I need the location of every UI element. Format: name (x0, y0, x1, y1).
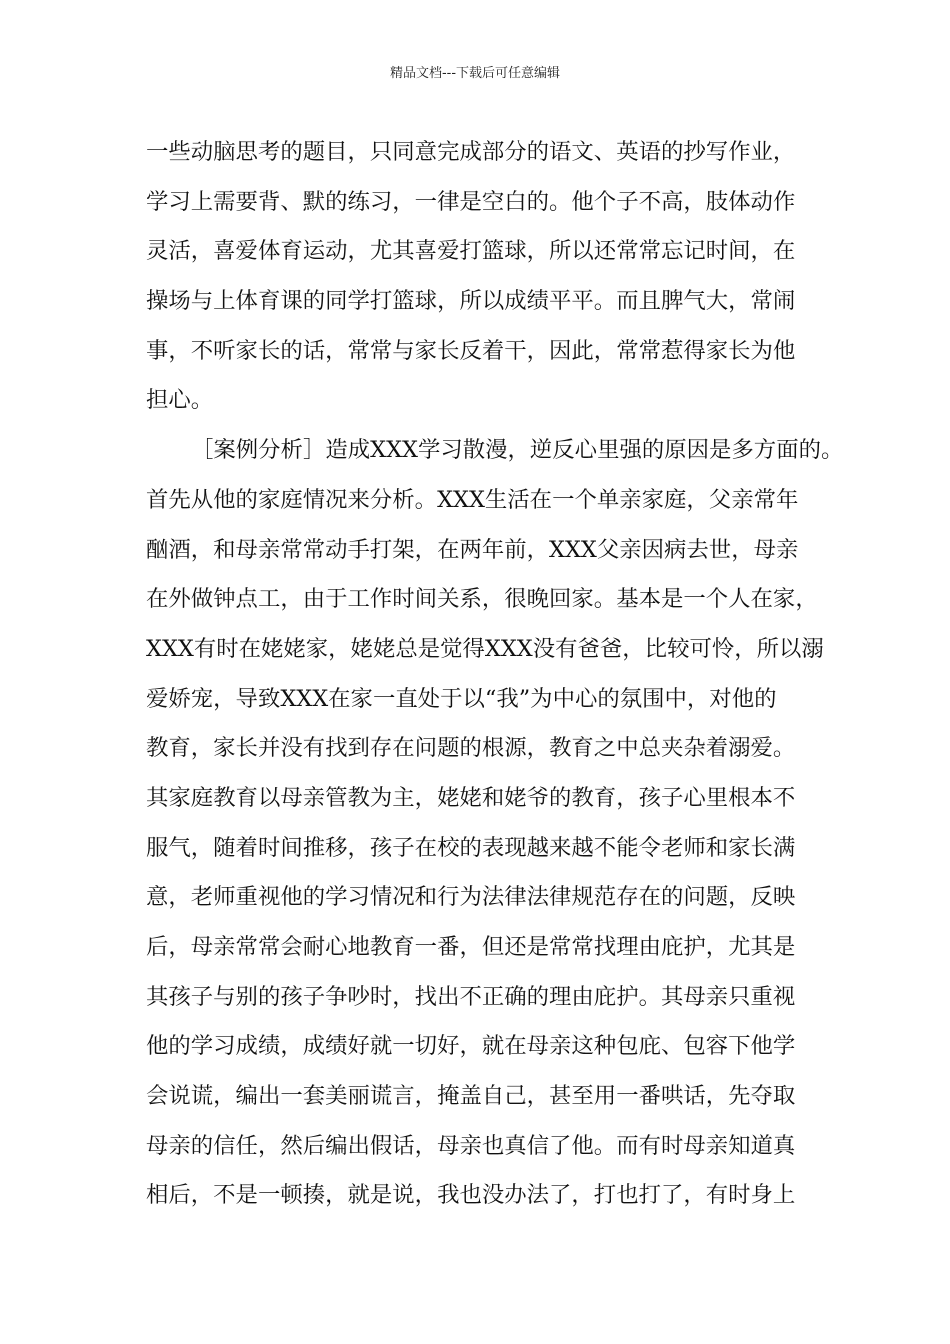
text-line: 其家庭教育以母亲管教为主，姥姥和姥爷的教育，孩子心里根本不 (146, 784, 796, 811)
text-line: 教育，家长并没有找到存在问题的根源，教育之中总夹杂着溺爱。 (146, 735, 796, 762)
text-line: 担心。 (146, 387, 214, 414)
text-line: 相后，不是一顿揍，就是说，我也没办法了，打也打了，有时身上 (146, 1182, 796, 1209)
text-line: 其孩子与别的孩子争吵时，找出不正确的理由庇护。其母亲只重视 (146, 983, 796, 1010)
text-line: 酗酒，和母亲常常动手打架，在两年前，XXX父亲因病去世，母亲 (146, 536, 799, 563)
text-line: 意，老师重视他的学习情况和行为法律法律规范存在的问题，反映 (146, 884, 796, 911)
text-line: 在外做钟点工，由于工作时间关系，很晚回家。基本是一个人在家， (146, 586, 818, 613)
text-line: 灵活，喜爱体育运动，尤其喜爱打篮球，所以还常常忘记时间，在 (146, 238, 796, 265)
document-body (146, 128, 844, 1221)
text-line: 操场与上体育课的同学打篮球，所以成绩平平。而且脾气大，常闹 (146, 288, 796, 315)
text-line: 后，母亲常常会耐心地教育一番，但还是常常找理由庇护，尤其是 (146, 934, 796, 960)
text-line: 他的学习成绩，成绩好就一切好，就在母亲这种包庇、包容下他学 (146, 1033, 796, 1060)
text-line: 学习上需要背、默的练习，一律是空白的。他个子不高，肢体动作 (146, 188, 796, 215)
text-line: 会说谎，编出一套美丽谎言，掩盖自己，甚至用一番哄话，先夺取 (146, 1083, 796, 1110)
text-line: 首先从他的家庭情况来分析。XXX生活在一个单亲家庭，父亲常年 (146, 486, 799, 513)
text-line: XXX有时在姥姥家，姥姥总是觉得XXX没有爸爸，比较可怜，所以溺 (146, 635, 824, 662)
text-line: 事，不听家长的话，常常与家长反着干，因此，常常惹得家长为他 (146, 337, 796, 364)
text-line: 爱娇宠，导致XXX在家一直处于以“我”为中心的氛围中，对他的 (146, 685, 777, 712)
text-line: 一些动脑思考的题目，只同意完成部分的语文、英语的抄写作业， (146, 139, 796, 165)
page-header: 精品文档---下载后可任意编辑 (389, 66, 561, 81)
paragraph-start-line: ［案例分析］造成XXX学习散漫，逆反心里强的原因是多方面的。 (191, 437, 844, 464)
text-line: 母亲的信任，然后编出假话，母亲也真信了他。而有时母亲知道真 (146, 1132, 796, 1159)
text-line: 服气，随着时间推移，孩子在校的表现越来越不能令老师和家长满 (146, 834, 796, 861)
